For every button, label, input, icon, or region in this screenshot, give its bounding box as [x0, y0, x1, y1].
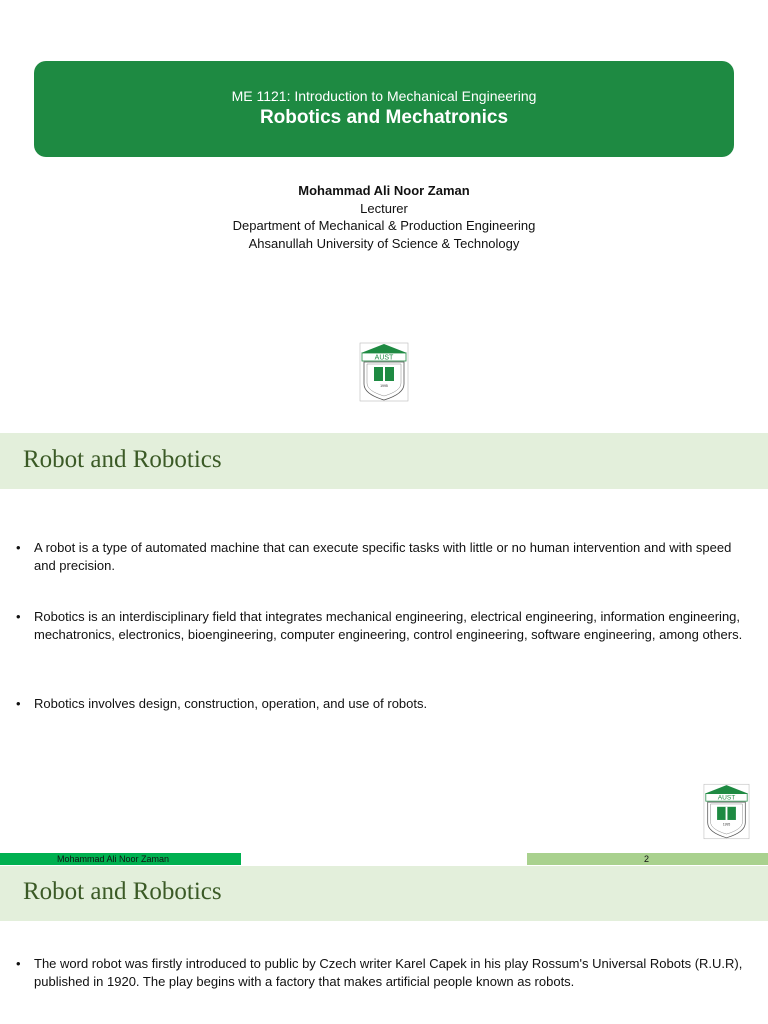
course-title: ME 1121: Introduction to Mechanical Engineering [231, 88, 537, 104]
footer-page-bar [527, 853, 768, 865]
author-position: Lecturer [360, 200, 408, 216]
logo-text: AUST [374, 354, 394, 362]
bullet-text: Robotics is an interdisciplinary field that integrates mechanical engineering, electrical engineering, information engineering, mechatronics, electronics, bioengineering, computer engineering, control engineering, software engineering, among others. [34, 609, 743, 642]
logo-year: 1995 [722, 822, 731, 827]
aust-logo-small [703, 783, 750, 840]
slide-header [0, 433, 768, 489]
footer-author-bar [0, 853, 241, 865]
footer-author: Mohammad Ali Noor Zaman [57, 854, 170, 864]
author-name: Mohammad Ali Noor Zaman [298, 183, 470, 198]
bullet-dot: • [16, 540, 21, 555]
title-banner [34, 61, 734, 157]
author-university: Ahsanullah University of Science & Technology [248, 235, 520, 251]
slide-title: Robot and Robotics [23, 878, 222, 905]
bullet-dot: • [16, 956, 21, 971]
bullet-text: A robot is a type of automated machine that can execute specific tasks with little or no human intervention and with speed and precision. [34, 540, 732, 573]
slide-header [0, 866, 768, 921]
presentation-title: Robotics and Mechatronics [259, 107, 509, 128]
bullet-dot: • [16, 609, 21, 624]
author-department: Department of Mechanical & Production Engineering [232, 218, 536, 233]
slide-title: Robot and Robotics [23, 446, 222, 473]
aust-logo [359, 342, 409, 402]
page-number: 2 [644, 854, 650, 864]
logo-text: AUST [717, 794, 736, 802]
bullet-dot: • [16, 696, 21, 711]
bullet-text: Robotics involves design, construction, operation, and use of robots. [34, 696, 428, 711]
bullet-text: The word robot was firstly introduced to public by Czech writer Karel Capek in his play Rossum's Universal Robots (R.U.R), published in 1920. The play begins with a factory that makes artificial people known as robots. [34, 956, 743, 989]
author-block [0, 182, 768, 252]
logo-year: 1995 [380, 384, 388, 388]
